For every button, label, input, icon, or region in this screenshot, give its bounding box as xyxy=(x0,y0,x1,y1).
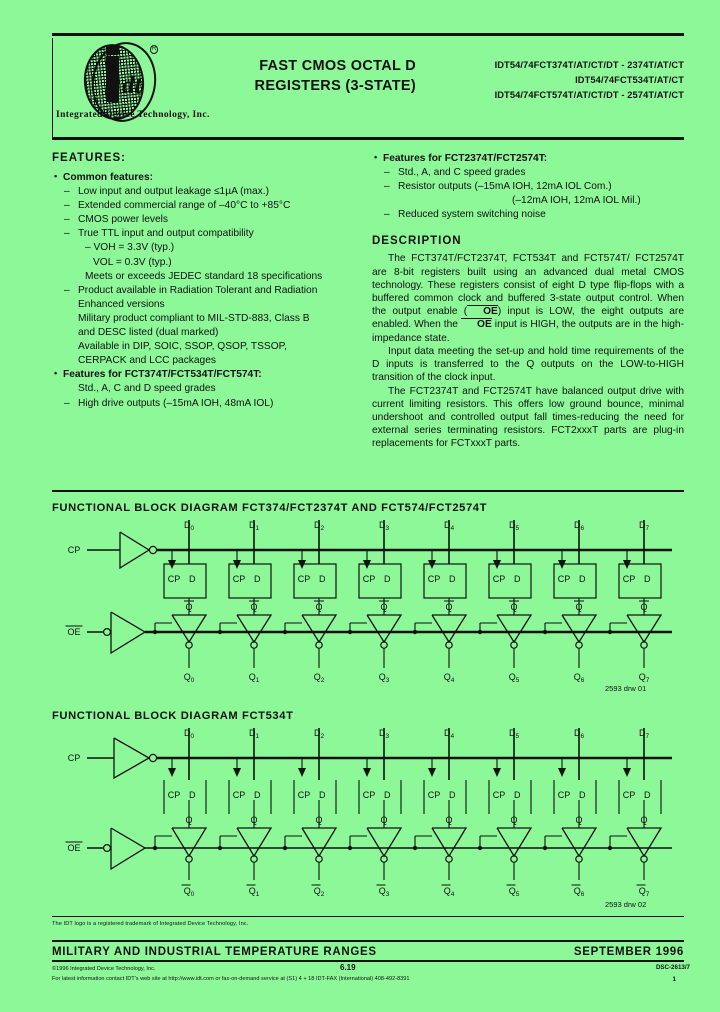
ff-clock-label: CP xyxy=(427,790,441,800)
data-input-label: $D_1$ xyxy=(248,728,260,740)
ff-d-label: D xyxy=(514,574,521,584)
ff-d-label: D xyxy=(644,790,651,800)
features-list xyxy=(52,171,362,410)
part-number: IDT54/74FCT534T/AT/CT xyxy=(575,75,684,85)
data-output-label: $Q_4$ xyxy=(443,672,455,684)
footer-copyright: ©1996 Integrated Device Technology, Inc. xyxy=(52,966,156,972)
output-enable-label: OE xyxy=(67,843,81,853)
diagram1-title: FUNCTIONAL BLOCK DIAGRAM FCT374/FCT2374T AND FCT574/FCT2574T xyxy=(52,502,488,514)
ff-clock-label: CP xyxy=(622,790,636,800)
data-input-label: $D_6$ xyxy=(573,520,585,532)
feature-vol: VOL = 0.3V (typ.) xyxy=(93,256,172,268)
oe-overline-label: OE xyxy=(467,305,498,317)
ff-clock-label: CP xyxy=(557,574,571,584)
feature-mil-current: (–12mA IOH, 12mA IOL Mil.) xyxy=(512,195,641,207)
desc-text-b: ) input is LOW, the eight outputs are enabled. When the xyxy=(372,306,684,331)
description-heading: DESCRIPTION xyxy=(372,235,462,248)
data-output-label: $Q_7$ xyxy=(638,672,650,684)
trademark-note: The IDT logo is a registered trademark of Integrated Device Technology, Inc. xyxy=(52,921,249,927)
feature-item: – Reduced system switching noise xyxy=(372,208,684,221)
feature-radiation: – Product available in Radiation Tolerant and Radiation xyxy=(52,284,362,297)
ff-d-label: D xyxy=(189,574,196,584)
data-input-label: $D_7$ xyxy=(638,520,650,532)
logo-letter-i xyxy=(106,56,119,102)
data-input-label: $D_7$ xyxy=(638,728,650,740)
data-input-label: $D_0$ xyxy=(183,728,195,740)
feature-item: – CMOS power levels xyxy=(52,213,362,226)
data-output-label: $Q_0$ xyxy=(183,672,195,684)
ff-clock-label: CP xyxy=(167,574,181,584)
logo-letters-dt: dt xyxy=(122,72,142,99)
footer-section-number: 6.19 xyxy=(340,963,356,972)
ff-d-label: D xyxy=(384,574,391,584)
diagram2-svg xyxy=(52,728,684,903)
ff-clock-label: CP xyxy=(427,574,441,584)
diagram2-title: FUNCTIONAL BLOCK DIAGRAM FCT534T xyxy=(52,710,294,722)
top-rule xyxy=(52,33,684,36)
ff-clock-label: CP xyxy=(167,790,181,800)
ff-d-label: D xyxy=(644,574,651,584)
data-output-label: $Q_0$ xyxy=(183,886,195,898)
diagram2 xyxy=(52,728,684,903)
data-input-label: $D_4$ xyxy=(443,520,455,532)
data-output-label: $Q_5$ xyxy=(508,672,520,684)
diagram2-labels xyxy=(66,728,652,898)
feature-item: – High drive outputs (–15mA IOH, 48mA IOL) xyxy=(52,397,362,410)
ff-q-label: Q xyxy=(380,815,388,825)
diagram1-top-rule xyxy=(52,490,684,492)
fct2374-features-title: • Features for FCT2374T/FCT2574T: xyxy=(372,152,684,165)
features-column xyxy=(52,152,362,411)
description-column xyxy=(372,152,684,451)
ff-clock-label: CP xyxy=(362,574,376,584)
feature-packages: Available in DIP, SOIC, SSOP, QSOP, TSSOP, xyxy=(78,341,287,353)
data-input-label: $D_1$ xyxy=(248,520,260,532)
feature-item: – True TTL input and output compatibility xyxy=(52,227,362,240)
feature-packages-2: CERPACK and LCC packages xyxy=(78,355,216,367)
ff-clock-label: CP xyxy=(557,790,571,800)
diagram1-labels xyxy=(66,520,652,684)
data-input-label: $D_6$ xyxy=(573,728,585,740)
ff-d-label: D xyxy=(449,790,456,800)
ff-clock-label: CP xyxy=(492,790,506,800)
diagram1 xyxy=(52,520,684,690)
footer-band-date: SEPTEMBER 1996 xyxy=(573,946,684,958)
registered-mark-icon: R xyxy=(152,46,157,52)
ff-q-label: Q xyxy=(250,815,258,825)
feature-item: Std., A, C and D speed grades xyxy=(78,383,216,395)
data-input-label: $D_2$ xyxy=(313,520,325,532)
footer-dsc-number: DSC-2613/7 xyxy=(655,964,690,971)
diagram1-drawing-number: 2593 drw 01 xyxy=(605,684,647,693)
feature-item: – Extended commercial range of –40°C to +85°C xyxy=(52,199,362,212)
data-output-label: $Q_3$ xyxy=(378,672,390,684)
data-output-label: $Q_7$ xyxy=(638,886,650,898)
ff-q-label: Q xyxy=(510,815,518,825)
ff-d-label: D xyxy=(514,790,521,800)
ff-d-label: D xyxy=(449,574,456,584)
data-output-label: $Q_3$ xyxy=(378,886,390,898)
ff-clock-label: CP xyxy=(362,790,376,800)
footer-page-number: 1 xyxy=(672,976,676,983)
ff-d-label: D xyxy=(254,790,261,800)
ff-clock-label: CP xyxy=(297,790,311,800)
feature-mil883: Military product compliant to MIL-STD-883, Class B xyxy=(78,312,310,324)
feature-voh: – VOH = 3.3V (typ.) xyxy=(85,242,175,254)
data-input-label: $D_0$ xyxy=(183,520,195,532)
footer-band-bottom-rule xyxy=(52,960,684,962)
data-input-label: $D_3$ xyxy=(378,520,390,532)
ff-d-label: D xyxy=(319,790,326,800)
ff-q-label: Q xyxy=(380,602,388,612)
footer-band-top-rule xyxy=(52,940,684,942)
common-features-title: • Common features: xyxy=(52,171,362,184)
ff-d-label: D xyxy=(254,574,261,584)
ff-d-label: D xyxy=(189,790,196,800)
clock-input-label: CP xyxy=(67,545,81,555)
ff-q-label: Q xyxy=(315,815,323,825)
description-paragraph-1 xyxy=(372,252,684,344)
data-input-label: $D_3$ xyxy=(378,728,390,740)
data-output-label: $Q_5$ xyxy=(508,886,520,898)
ff-clock-label: CP xyxy=(622,574,636,584)
left-vertical-rule xyxy=(52,38,53,138)
data-input-label: $D_5$ xyxy=(508,520,520,532)
header-bottom-rule xyxy=(52,137,684,140)
data-output-label: $Q_4$ xyxy=(443,886,455,898)
ff-d-label: D xyxy=(319,574,326,584)
part-number: IDT54/74FCT574T/AT/CT/DT - 2574T/AT/CT xyxy=(494,90,684,100)
ff-q-label: Q xyxy=(185,602,193,612)
ff-d-label: D xyxy=(579,790,586,800)
description-paragraph-2: Input data meeting the set-up and hold time requirements of the D inputs is transferred to the Q outputs on the LOW-to-HIGH transition of the clock input. xyxy=(372,345,684,384)
ff-q-label: Q xyxy=(445,815,453,825)
page-title-line1: FAST CMOS OCTAL D xyxy=(259,58,416,74)
feature-jedec: Meets or exceeds JEDEC standard 18 specifications xyxy=(85,270,323,282)
footer-band-title: MILITARY AND INDUSTRIAL TEMPERATURE RANGES xyxy=(52,946,377,958)
ff-q-label: Q xyxy=(575,602,583,612)
ff-clock-label: CP xyxy=(492,574,506,584)
data-output-label: $Q_1$ xyxy=(248,886,260,898)
feature-item: – Low input and output leakage ≤1µA (max.) xyxy=(52,185,362,198)
ff-q-label: Q xyxy=(640,815,648,825)
footer-top-rule xyxy=(52,916,684,917)
ff-q-label: Q xyxy=(315,602,323,612)
fct374-features-title: • Features for FCT374T/FCT534T/FCT574T: xyxy=(52,368,362,381)
ff-clock-label: CP xyxy=(232,574,246,584)
data-input-label: $D_4$ xyxy=(443,728,455,740)
company-name: Integrated Device Technology, Inc. xyxy=(56,110,210,120)
ff-clock-label: CP xyxy=(297,574,311,584)
diagram2-cells xyxy=(153,728,661,880)
ff-q-label: Q xyxy=(640,602,648,612)
fct2374-features-list xyxy=(372,152,684,221)
ff-q-label: Q xyxy=(445,602,453,612)
oe-overline-label: OE xyxy=(461,318,492,330)
data-output-label: $Q_6$ xyxy=(573,672,585,684)
part-number-list xyxy=(424,58,684,103)
feature-desc-listed: and DESC listed (dual marked) xyxy=(78,327,219,339)
desc-text-c: input is HIGH, the outputs are in the high-impedance state. xyxy=(372,319,684,344)
feature-item: – Std., A, and C speed grades xyxy=(372,166,684,179)
page-title xyxy=(238,56,416,96)
ff-q-label: Q xyxy=(250,602,258,612)
features-heading: FEATURES: xyxy=(52,152,126,164)
data-output-label: $Q_1$ xyxy=(248,672,260,684)
logo-dot xyxy=(106,46,119,55)
idt-logo xyxy=(62,42,172,120)
feature-radiation-2: Enhanced versions xyxy=(78,298,165,310)
footer-note: For latest information contact IDT's web site at http://www.idt.com or fax-on-demand service at (S1) 4 + 18 IDT-FAX (International) 408-492-8391 xyxy=(52,976,410,982)
data-output-label: $Q_6$ xyxy=(573,886,585,898)
desc-text-a: The FCT374T/FCT2374T, FCT534T and FCT574T/ FCT2574T are 8-bit registers built using an advanced dual metal CMOS technology. These registers consist of eight D type flip-flops with a buffered common clock and buffered 3-state output control. When the output enable ( xyxy=(372,253,684,318)
diagram2-drawing-number: 2593 drw 02 xyxy=(605,900,647,909)
ff-d-label: D xyxy=(384,790,391,800)
part-number: IDT54/74FCT374T/AT/CT/DT - 2374T/AT/CT xyxy=(494,60,684,70)
ff-q-label: Q xyxy=(575,815,583,825)
ff-clock-label: CP xyxy=(232,790,246,800)
diagram1-svg xyxy=(52,520,684,690)
data-output-label: $Q_2$ xyxy=(313,672,325,684)
clock-input-label: CP xyxy=(67,753,81,763)
output-enable-label: OE xyxy=(67,627,81,637)
ff-q-label: Q xyxy=(510,602,518,612)
feature-item: – Resistor outputs (–15mA IOH, 12mA IOL Com.) xyxy=(372,180,684,193)
page-title-line2: REGISTERS (3-STATE) xyxy=(254,78,416,94)
data-input-label: $D_5$ xyxy=(508,728,520,740)
data-input-label: $D_2$ xyxy=(313,728,325,740)
ff-q-label: Q xyxy=(185,815,193,825)
description-paragraph-3: The FCT2374T and FCT2574T have balanced output drive with current limiting resistors. This offers low ground bounce, minimal undershoot and controlled output fall times-reducing the need for external series terminating resistors. FCT2xxxT parts are plug-in replacements for FCTxxxT parts. xyxy=(372,385,684,450)
diagram1-cells xyxy=(153,520,661,668)
data-output-label: $Q_2$ xyxy=(313,886,325,898)
ff-d-label: D xyxy=(579,574,586,584)
